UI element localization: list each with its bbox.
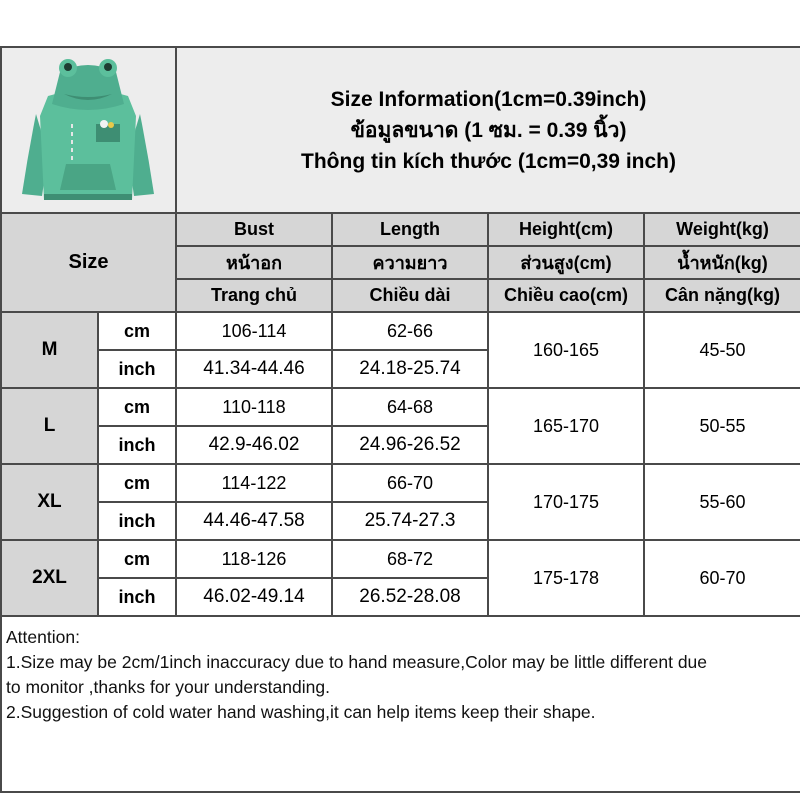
bust-header-vi: Trang chủ	[176, 279, 332, 312]
weight-header-th: น้ำหนัก(kg)	[644, 246, 800, 279]
height-value: 175-178	[488, 540, 644, 616]
weight-value: 60-70	[644, 540, 800, 616]
length-cm: 66-70	[332, 464, 488, 502]
size-table	[0, 46, 800, 793]
bust-inch: 46.02-49.14	[176, 578, 332, 616]
unit-inch: inch	[98, 578, 176, 616]
table-row	[1, 464, 800, 502]
size-label: 2XL	[1, 540, 98, 616]
weight-value: 55-60	[644, 464, 800, 540]
title-english: Size Information(1cm=0.39inch)	[330, 87, 647, 111]
unit-cm: cm	[98, 388, 176, 426]
bust-inch: 44.46-47.58	[176, 502, 332, 540]
hoodie-icon	[8, 54, 168, 204]
height-value: 165-170	[488, 388, 644, 464]
weight-value: 50-55	[644, 388, 800, 464]
size-label: L	[1, 388, 98, 464]
size-column-header: Size	[1, 213, 176, 312]
table-row	[1, 312, 800, 350]
table-row	[1, 388, 800, 426]
weight-value: 45-50	[644, 312, 800, 388]
unit-inch: inch	[98, 350, 176, 388]
length-cm: 68-72	[332, 540, 488, 578]
bust-cm: 110-118	[176, 388, 332, 426]
bust-cm: 118-126	[176, 540, 332, 578]
unit-cm: cm	[98, 540, 176, 578]
attention-note-1: 1.Size may be 2cm/1inch inaccuracy due to hand measure,Color may be little different due	[6, 652, 708, 672]
height-header-en: Height(cm)	[488, 213, 644, 246]
size-chart	[0, 46, 800, 784]
weight-header-en: Weight(kg)	[644, 213, 800, 246]
height-header-vi: Chiều cao(cm)	[488, 279, 644, 312]
length-header-en: Length	[332, 213, 488, 246]
length-inch: 24.18-25.74	[332, 350, 488, 388]
length-cm: 62-66	[332, 312, 488, 350]
bust-cm: 114-122	[176, 464, 332, 502]
length-cm: 64-68	[332, 388, 488, 426]
size-label: XL	[1, 464, 98, 540]
attention-note-2: 2.Suggestion of cold water hand washing,it can help items keep their shape.	[6, 702, 596, 722]
attention-notes	[1, 616, 800, 792]
height-header-th: ส่วนสูง(cm)	[488, 246, 644, 279]
bust-inch: 42.9-46.02	[176, 426, 332, 464]
length-inch: 26.52-28.08	[332, 578, 488, 616]
height-value: 160-165	[488, 312, 644, 388]
product-photo	[1, 47, 176, 213]
length-inch: 25.74-27.3	[332, 502, 488, 540]
title-vietnamese: Thông tin kích thước (1cm=0,39 inch)	[301, 149, 676, 173]
height-value: 170-175	[488, 464, 644, 540]
bust-header-en: Bust	[176, 213, 332, 246]
unit-inch: inch	[98, 426, 176, 464]
attention-heading: Attention:	[6, 627, 80, 647]
unit-cm: cm	[98, 312, 176, 350]
attention-note-1-cont: to monitor ,thanks for your understanding.	[6, 677, 330, 697]
bust-cm: 106-114	[176, 312, 332, 350]
bust-header-th: หน้าอก	[176, 246, 332, 279]
weight-header-vi: Cân nặng(kg)	[644, 279, 800, 312]
bust-inch: 41.34-44.46	[176, 350, 332, 388]
size-label: M	[1, 312, 98, 388]
title-thai: ข้อมูลขนาด (1 ซม. = 0.39 นิ้ว)	[350, 118, 627, 142]
length-header-th: ความยาว	[332, 246, 488, 279]
table-row	[1, 540, 800, 578]
length-header-vi: Chiều dài	[332, 279, 488, 312]
length-inch: 24.96-26.52	[332, 426, 488, 464]
title-block	[176, 47, 800, 213]
unit-inch: inch	[98, 502, 176, 540]
unit-cm: cm	[98, 464, 176, 502]
